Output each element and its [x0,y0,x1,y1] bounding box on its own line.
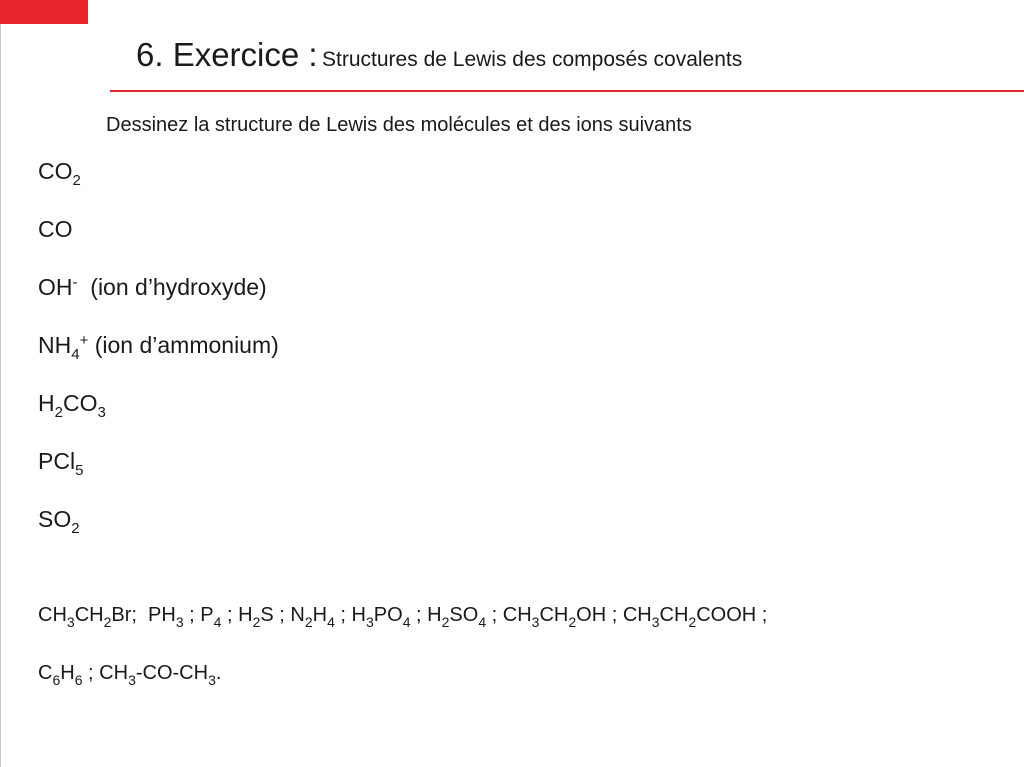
formula-ammonium [38,332,279,363]
formula-list-part: 6 [74,672,83,688]
formula-part: CO [38,216,73,242]
formula-list-line-1 [38,603,768,630]
formula-part: 2 [72,172,81,189]
formula-list-part: ; H [334,604,366,626]
formula-list-part: 4 [402,614,411,630]
formula-part: 3 [97,404,106,421]
formula-list-part: SO [449,604,479,626]
formula-list-part: COOH ; [696,604,768,626]
title-main: 6. Exercice : [136,36,318,73]
formula-list-part: OH ; CH [576,604,652,626]
formula-part: - [72,274,78,291]
formula-part: 4 [71,346,80,363]
instruction-text: Dessinez la structure de Lewis des molécules et des ions suivants [106,114,692,136]
formula-list-part: Br; PH [111,604,176,626]
formula-list-part: . [215,662,222,684]
formula-part: H [38,390,55,416]
title-rule [110,90,1024,92]
formula-hydroxyde [38,274,267,302]
formula-list-part: CH [74,604,104,626]
formula-part: PCl [38,448,76,474]
left-border [0,24,1,767]
formula-list-part: 2 [568,614,577,630]
formula-part: NH [38,332,72,358]
formula-list-part: 2 [441,614,450,630]
formula-list-part: 4 [213,614,222,630]
formula-part: (ion d’hydroxyde) [77,274,267,300]
formula-list-part: ; CH [486,604,532,626]
formula-list-part: 2 [103,614,112,630]
formula-list-part: 2 [304,614,313,630]
formula-list-part: PO [373,604,403,626]
formula-list-part: 3 [651,614,660,630]
formula-part: + [79,332,89,349]
formula-part: (ion d’ammonium) [88,332,279,358]
formula-list-part: 6 [52,672,61,688]
formula-list-part: 2 [688,614,697,630]
formula-list-part: H [312,604,328,626]
formula-list-part: ; CH [82,662,129,684]
formula-list-part: -CO-CH [135,662,209,684]
formula-part: SO [38,506,72,532]
formula-pcl5 [38,448,84,479]
formula-list-part: 3 [365,614,374,630]
formula-list-part: ; H [410,604,442,626]
formula-h2co3 [38,390,106,421]
title-subtitle: Structures de Lewis des composés covalents [322,48,743,71]
formula-part: 2 [54,404,63,421]
formula-co [38,216,73,244]
accent-block [0,0,88,24]
formula-part: CO [38,158,73,184]
formula-list-part: C [38,662,53,684]
formula-list-part: 3 [531,614,540,630]
slide-title [136,38,742,71]
formula-list-part: CH [38,604,67,626]
formula-part: 5 [75,462,84,479]
formula-list-part: CH [539,604,569,626]
formula-list-part: 2 [252,614,261,630]
formula-list-part: 3 [128,672,136,688]
formula-list-part: 3 [66,614,75,630]
formula-list-line-2 [38,661,222,688]
formula-list-part: S ; N [260,604,305,626]
formula-list-part: ; P [183,604,214,626]
formula-part: OH [38,274,73,300]
formula-list-part: 3 [175,614,184,630]
formula-list-part: CH [659,604,689,626]
formula-list-part: H [60,662,75,684]
formula-list-part: ; H [221,604,253,626]
formula-list-part: 4 [478,614,487,630]
formula-co2 [38,158,81,189]
formula-list-part: 4 [327,614,335,630]
formula-so2 [38,506,80,537]
formula-part: 2 [71,520,80,537]
formula-part: CO [62,390,98,416]
formula-list-part: 3 [208,672,216,688]
